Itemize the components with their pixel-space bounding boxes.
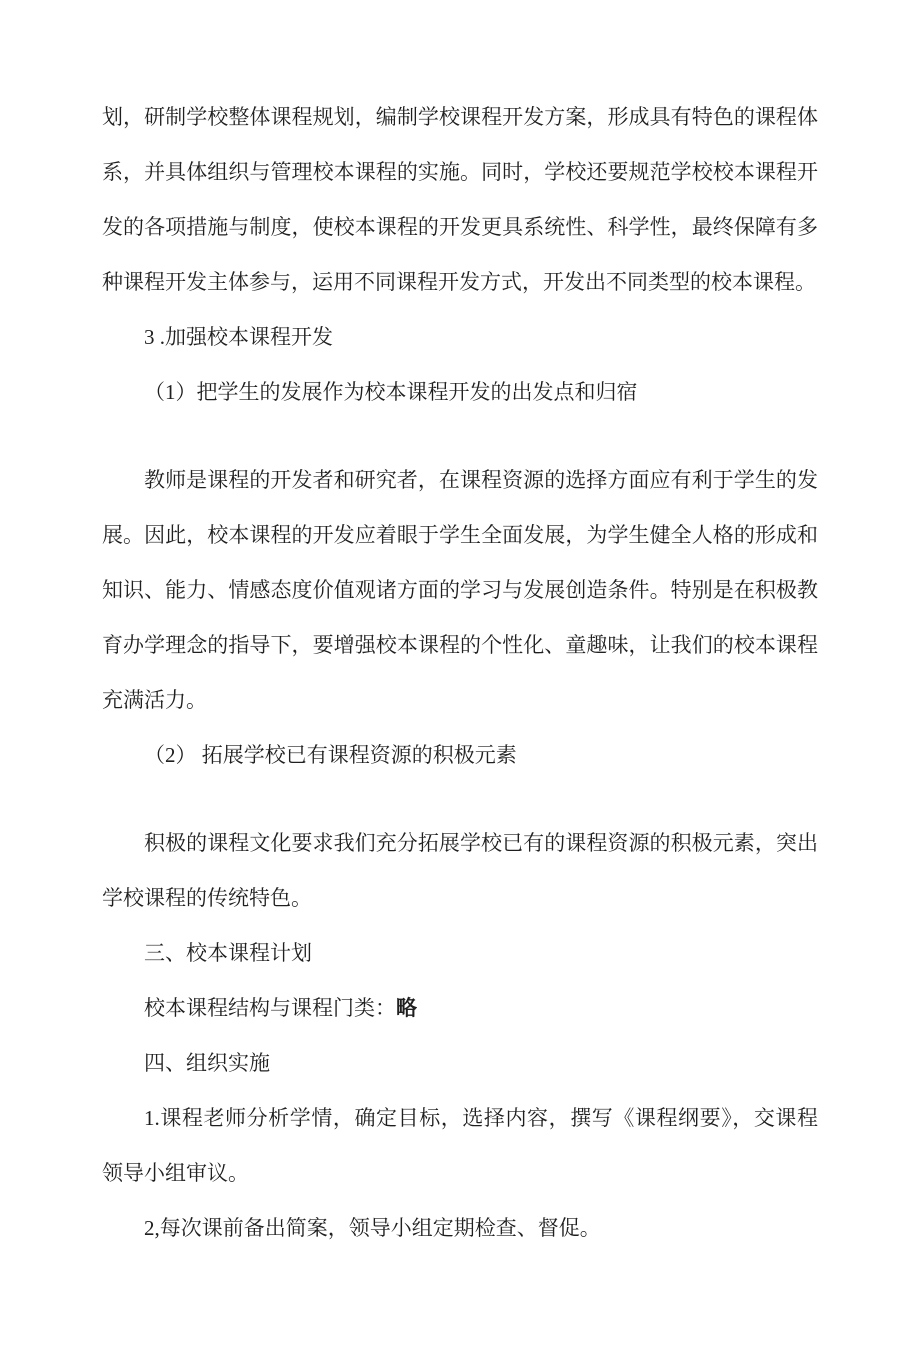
line-course-structure (102, 981, 818, 1036)
item-lesson-preparation: 2,每次课前备出简案，领导小组定期检查、督促。 (144, 1216, 601, 1240)
omitted-marker: 略 (396, 996, 417, 1020)
point-heading-expand-resources: （2） 拓展学校已有课程资源的积极元素 (144, 743, 517, 767)
section-heading-implementation: 四、组织实施 (144, 1051, 270, 1075)
point-heading-student-development: （1）把学生的发展作为校本课程开发的出发点和归宿 (144, 380, 638, 404)
section-heading-curriculum-plan: 三、校本课程计划 (144, 941, 312, 965)
paragraph-curriculum-system-continuation: 划，研制学校整体课程规划，编制学校课程开发方案，形成具有特色的课程体系，并具体组织与管理校本课程的实施。同时，学校还要规范学校校本课程开发的各项措施与制度，使校本课程的开发更具系统性、科学性，最终保障有多种课程开发主体参与，运用不同课程开发方式，开发出不同类型的校本课程。 (102, 105, 818, 294)
course-structure-label: 校本课程结构与课程门类： (144, 996, 396, 1020)
item-course-outline: 1.课程老师分析学情，确定目标，选择内容，撰写《课程纲要》，交课程领导小组审议。 (102, 1106, 818, 1185)
heading-strengthen-curriculum-development: 3 .加强校本课程开发 (144, 325, 333, 349)
paragraph-teacher-as-developer: 教师是课程的开发者和研究者，在课程资源的选择方面应有利于学生的发展。因此，校本课程的开发应着眼于学生全面发展，为学生健全人格的形成和知识、能力、情感态度价值观诸方面的学习与发展创造条件。特别是在积极教育办学理念的指导下，要增强校本课程的个性化、童趣味，让我们的校本课程充满活力。 (102, 468, 818, 712)
paragraph-positive-curriculum-culture: 积极的课程文化要求我们充分拓展学校已有的课程资源的积极元素，突出学校课程的传统特色。 (102, 831, 818, 910)
